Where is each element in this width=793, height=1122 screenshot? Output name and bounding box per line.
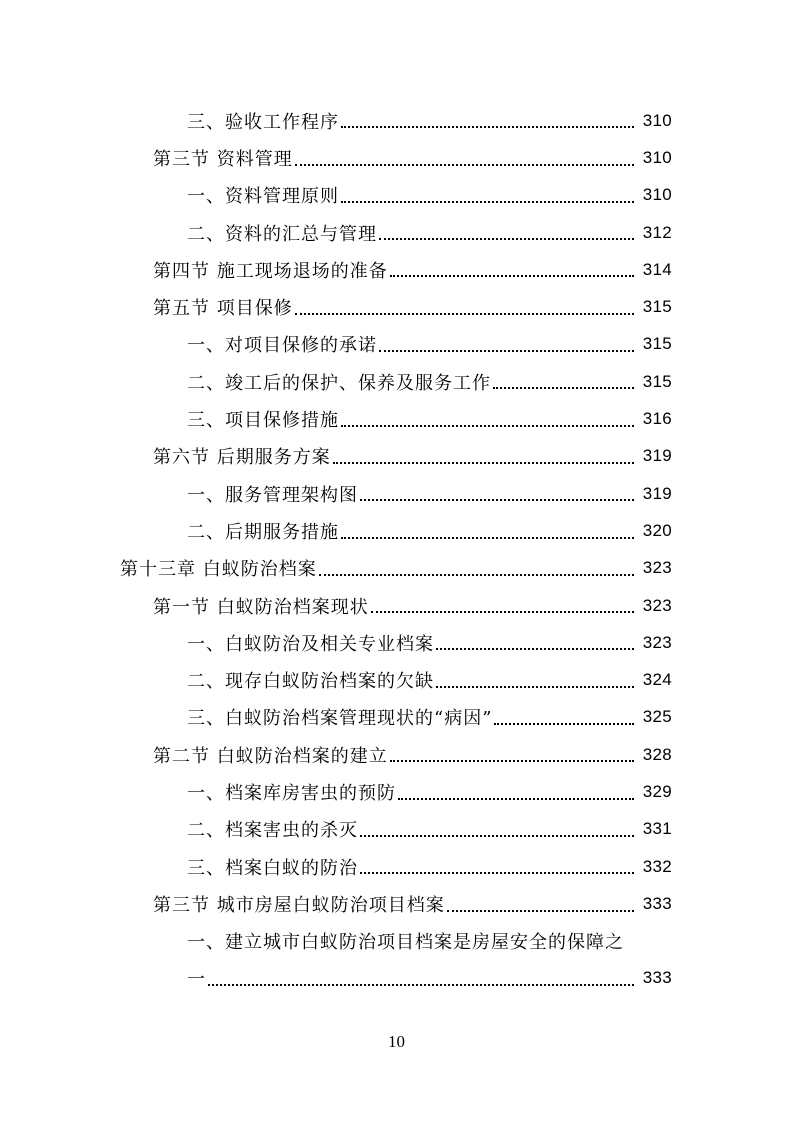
toc-row[interactable] [0,736,793,773]
toc-row[interactable] [0,587,793,624]
dot-leader [493,387,634,389]
toc-entry-page: 314 [642,259,672,279]
toc-entry-title: 三、白蚁防治档案管理现状的“病因” [187,708,493,730]
toc-row[interactable] [0,512,793,549]
toc-entry-title: 第三节 城市房屋白蚁防治项目档案 [153,894,445,916]
dot-leader [341,201,634,203]
toc-row[interactable] [0,214,793,251]
dot-leader [360,499,634,501]
toc-entry-title: 第四节 施工现场退场的准备 [153,260,388,282]
toc-row[interactable] [0,288,793,325]
toc-entry-title: 一、对项目保修的承诺 [187,335,377,357]
dot-leader [494,723,634,725]
toc-entry-title-line2: 一 [187,969,206,991]
toc-entry-page: 332 [642,856,672,876]
toc-entry-page: 312 [642,222,672,242]
toc-entry-title: 三、验收工作程序 [187,111,339,133]
toc-entry-title: 第五节 项目保修 [153,298,293,320]
toc-entry-title: 一、档案库房害虫的预防 [187,782,396,804]
toc-entry-title: 三、档案白蚁的防治 [187,857,358,879]
toc-entry-page: 331 [642,819,672,839]
toc-entry-title: 二、资料的汇总与管理 [187,223,377,245]
toc-entry-page: 310 [642,185,672,205]
dot-leader [341,425,634,427]
toc-entry-title: 二、竣工后的保护、保养及服务工作 [187,372,491,394]
toc-entry-title: 第二节 白蚁防治档案的建立 [153,745,388,767]
dot-leader [390,760,634,762]
toc-entry-page: 323 [642,632,672,652]
toc-row[interactable] [0,661,793,698]
toc-entry-title: 第一节 白蚁防治档案现状 [153,596,369,618]
dot-leader [379,350,634,352]
toc-row[interactable] [0,139,793,176]
toc-entry-page: 324 [642,670,672,690]
toc-entry-page: 328 [642,744,672,764]
dot-leader [319,574,634,576]
toc-entry-page: 329 [642,781,672,801]
toc-row[interactable] [0,177,793,214]
toc-entry-title: 二、现存白蚁防治档案的欠缺 [187,671,434,693]
page-number: 10 [388,1032,405,1051]
dot-leader [341,537,634,539]
toc-entry-page: 323 [642,558,672,578]
toc-entry-page: 316 [642,409,672,429]
toc-entry-title: 三、项目保修措施 [187,410,339,432]
toc-entry-page: 315 [642,334,672,354]
dot-leader [360,872,634,874]
toc-entry-page: 310 [642,147,672,167]
toc-row[interactable] [0,326,793,363]
dot-leader [295,313,634,315]
toc-row[interactable] [0,363,793,400]
toc-row[interactable] [0,102,793,139]
toc-entry-page: 320 [642,520,672,540]
toc-entry-page: 325 [642,707,672,727]
toc-row[interactable] [0,438,793,475]
toc-row[interactable] [0,251,793,288]
toc-row[interactable] [0,400,793,437]
toc-entry-page: 310 [642,110,672,130]
toc-entry-page: 333 [642,968,672,988]
toc-entry-page: 333 [642,893,672,913]
toc-row[interactable] [0,811,793,848]
toc-entry-title: 一、白蚁防治及相关专业档案 [187,633,434,655]
toc-entry-title: 一、资料管理原则 [187,186,339,208]
toc-entry-page: 323 [642,595,672,615]
dot-leader [208,984,634,986]
dot-leader [447,910,634,912]
table-of-contents [0,102,793,997]
toc-entry-page: 319 [642,483,672,503]
toc-entry-page: 319 [642,446,672,466]
toc-entry-title: 第三节 资料管理 [153,148,293,170]
toc-row[interactable] [0,885,793,922]
toc-row[interactable] [0,773,793,810]
dot-leader [390,275,634,277]
dot-leader [371,611,634,613]
toc-row[interactable] [0,475,793,512]
dot-leader [436,686,634,688]
toc-row[interactable] [0,699,793,736]
toc-entry-page: 315 [642,371,672,391]
toc-row[interactable] [0,848,793,885]
toc-entry-title: 二、档案害虫的杀灭 [187,820,358,842]
dot-leader [333,462,634,464]
toc-entry-title: 第六节 后期服务方案 [153,447,331,469]
toc-entry-title: 一、服务管理架构图 [187,484,358,506]
dot-leader [379,238,634,240]
toc-wrapped-entry[interactable] [0,923,793,998]
toc-entry-title-line1: 一、建立城市白蚁防治项目档案是房屋安全的保障之 [187,932,624,954]
toc-row[interactable] [0,550,793,587]
dot-leader [398,798,634,800]
toc-entry-title: 二、后期服务措施 [187,521,339,543]
toc-entry-continuation [0,960,793,997]
toc-entry-page: 315 [642,297,672,317]
dot-leader [360,835,634,837]
dot-leader [341,126,634,128]
toc-row[interactable] [0,624,793,661]
toc-entry-title: 第十三章 白蚁防治档案 [120,559,317,581]
dot-leader [295,164,634,166]
dot-leader [436,648,634,650]
